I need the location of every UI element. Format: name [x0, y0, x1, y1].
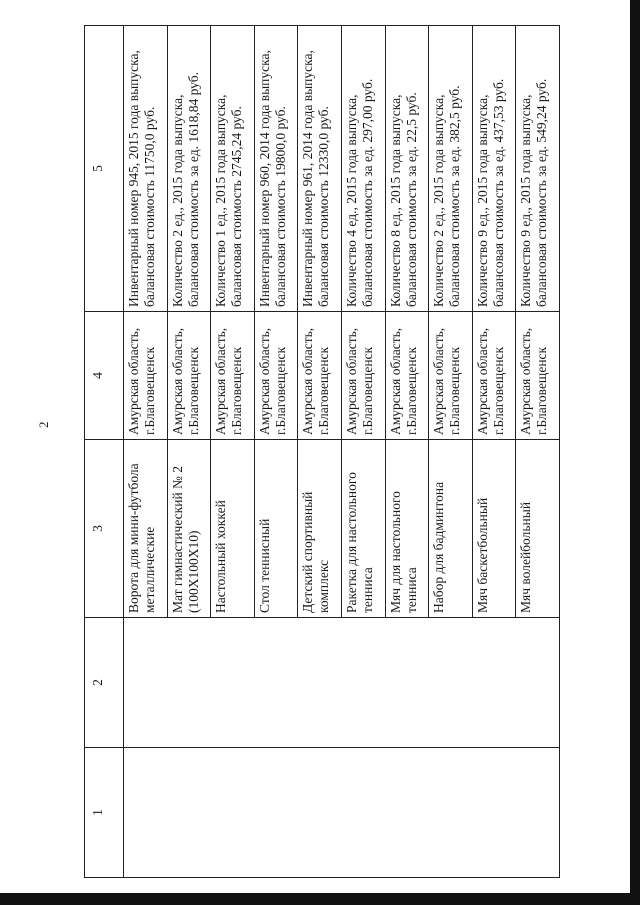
details-cell: Количество 1 ед., 2015 года выпуска, балансовая стоимость 2745,24 руб.	[211, 26, 255, 312]
details-cell: Количество 4 ед., 2015 года выпуска, балансовая стоимость за ед. 297,00 руб.	[341, 26, 385, 312]
location-cell: Амурская область, г.Благовещенск	[298, 312, 342, 440]
item-name-cell: Детский спортивный комплекс	[298, 440, 342, 618]
item-name-cell: Ракетка для настольного тенниса	[341, 440, 385, 618]
location-cell: Амурская область, г.Благовещенск	[341, 312, 385, 440]
item-name-cell: Настольный хоккей	[211, 440, 255, 618]
item-name-cell: Мяч волейбольный	[516, 440, 560, 618]
location-cell: Амурская область, г.Благовещенск	[429, 312, 473, 440]
location-cell: Амурская область, г.Благовещенск	[167, 312, 211, 440]
item-name-cell: Мат гимнастический № 2 (100Х100Х10)	[167, 440, 211, 618]
location-cell: Амурская область, г.Благовещенск	[211, 312, 255, 440]
details-cell: Количество 9 ед., 2015 года выпуска, балансовая стоимость за ед. 549,24 руб.	[516, 26, 560, 312]
property-table	[84, 25, 560, 878]
location-cell: Амурская область, г.Благовещенск	[385, 312, 429, 440]
column-header: 1	[85, 748, 124, 878]
details-cell: Количество 2 ед., 2015 года выпуска, балансовая стоимость за ед. 1618,84 руб.	[167, 26, 211, 312]
location-cell: Амурская область, г.Благовещенск	[516, 312, 560, 440]
page-number: 2	[36, 421, 51, 428]
header-row	[85, 26, 124, 878]
column-1-cell	[124, 748, 560, 878]
column-header: 4	[85, 312, 124, 440]
column-header: 2	[85, 618, 124, 748]
location-cell: Амурская область, г.Благовещенск	[254, 312, 298, 440]
scan-edge-bottom	[0, 893, 640, 905]
item-name-cell: Мяч для настольного тенниса	[385, 440, 429, 618]
details-cell: Количество 2 ед., 2015 года выпуска, балансовая стоимость за ед. 382,5 руб.	[429, 26, 473, 312]
location-cell: Амурская область, г.Благовещенск	[472, 312, 516, 440]
item-name-cell: Набор для бадминтона	[429, 440, 473, 618]
scan-edge-right	[630, 0, 640, 905]
column-header: 3	[85, 440, 124, 618]
details-cell: Инвентарный номер 961, 2014 года выпуска, балансовая стоимость 12330,0 руб.	[298, 26, 342, 312]
rotated-page-content	[84, 26, 560, 878]
location-cell: Амурская область, г.Благовещенск	[124, 312, 168, 440]
item-name-cell: Ворота для мини-футбола металлические	[124, 440, 168, 618]
details-cell: Инвентарный номер 945, 2015 года выпуска, балансовая стоимость 11750,0 руб.	[124, 26, 168, 312]
column-header: 5	[85, 26, 124, 312]
item-name-cell: Мяч баскетбольный	[472, 440, 516, 618]
item-name-cell: Стол теннисный	[254, 440, 298, 618]
column-2-cell	[124, 618, 560, 748]
details-cell: Количество 8 ед., 2015 года выпуска, балансовая стоимость за ед. 22,5 руб.	[385, 26, 429, 312]
details-cell: Количество 9 ед., 2015 года выпуска, балансовая стоимость за ед. 437,53 руб.	[472, 26, 516, 312]
table-row	[124, 26, 168, 878]
details-cell: Инвентарный номер 960, 2014 года выпуска, балансовая стоимость 19800,0 руб.	[254, 26, 298, 312]
